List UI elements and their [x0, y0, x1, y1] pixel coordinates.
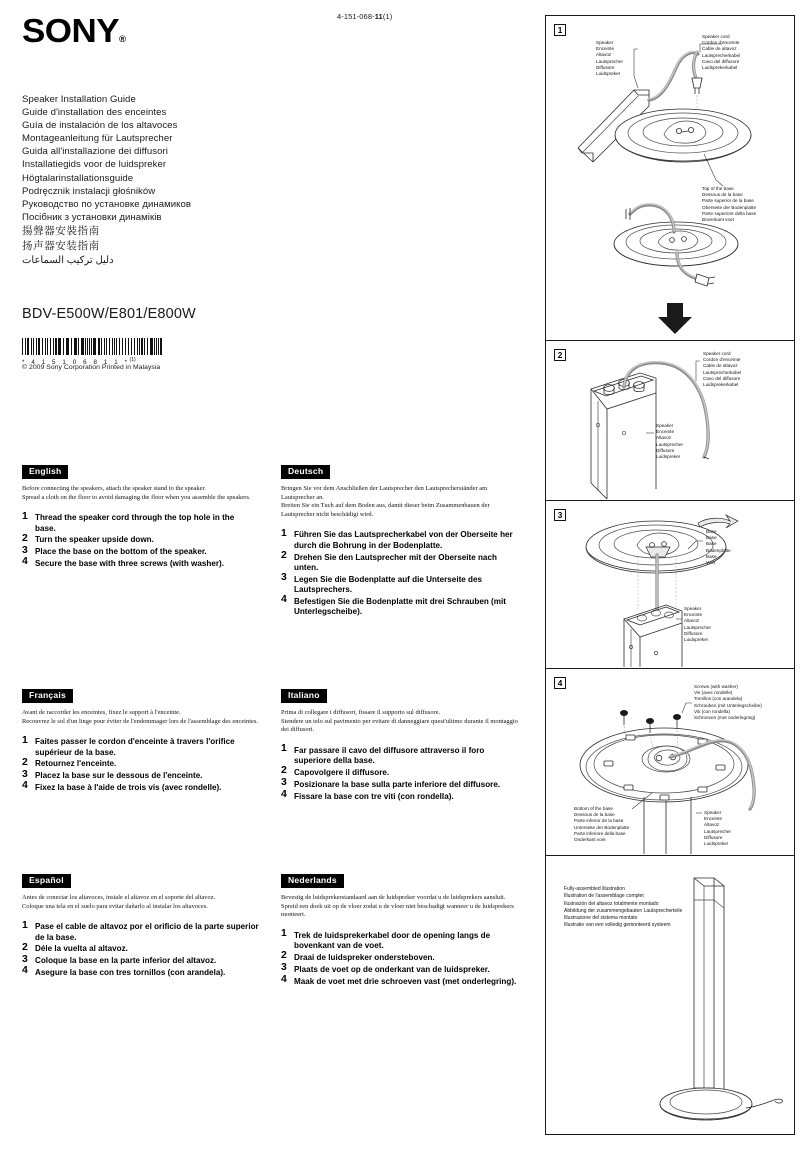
intro-text-italiano: Prima di collegare i diffusori, fissare il supporto sul diffusore. Stendere un telo sul pavimento per evitare di danneggiare quest'ultimo durante il montaggio dei diffusori.: [281, 709, 518, 734]
figure-fully-assembled: [546, 856, 794, 1134]
step-text: Plaats de voet op de onderkant van de luidspreker.: [294, 964, 490, 974]
step-text: Placez la base sur le dessous de l'enceinte.: [35, 771, 203, 781]
label-base-3: Base Base Base Bodenplatte Base Voet: [706, 529, 731, 566]
label-speaker-2: Speaker Enceinte Altavoz Lautsprecher Diffusore Luidspreker: [656, 423, 684, 460]
intro-text-nederlands: Bevestig de luidsprekerstandaard aan de luidspreker voordat u de luidsprekers aansluit. Spreid een doek uit op de vloer zodat u de vloer niet beschadigt wanneer u de luidsprekers monteert.: [281, 894, 514, 919]
step-text: Trek de luidsprekerkabel door de opening langs de bovenkant van de voet.: [294, 930, 491, 951]
step-item: [22, 510, 254, 534]
caption-fully-assembled: Fully-assembled illustration Illustration de l'assemblage complet Ilustración del altavoz totalmente montado Abbildung der zusammengebauten Lautsprecherteile Illustrazione del sistema montato Illustratie van een volledig gemonteerd systeem: [564, 886, 683, 929]
title-line: Montageanleitung für Lautsprecher: [22, 133, 173, 145]
step-item: [22, 544, 254, 557]
step-item: [22, 953, 262, 966]
step-number: 3: [281, 572, 287, 584]
step-number-badge-4: 4: [554, 677, 566, 689]
barcode-bars: [22, 338, 162, 355]
title-list: [22, 93, 191, 269]
steps-list-italiano: [281, 743, 521, 802]
step-item: [281, 962, 521, 975]
step-number: 1: [281, 527, 287, 539]
language-block-espanol: [22, 870, 262, 980]
language-block-english: [22, 461, 254, 571]
step-item: [22, 556, 254, 569]
step-item: [22, 756, 262, 769]
step-text: Führen Sie das Lautsprecherkabel von der Oberseite her durch die Bohrung in der Bodenplatte.: [294, 530, 513, 550]
part-number-prefix: 4-151-068-: [337, 12, 375, 21]
step-text: Fissare la base con tre viti (con rondella).: [294, 791, 454, 801]
step-number: 3: [22, 768, 28, 780]
title-line: Guida all'installazione dei diffusori: [22, 146, 168, 158]
language-tag-italiano: Italiano: [281, 689, 327, 703]
language-block-nederlands: [281, 870, 521, 988]
language-block-francais: [22, 685, 262, 795]
label-screws-4: Screws (with washer) Vis (avec rondelle) Tornillos (con arandela) Schrauben (mit Unterlegscheibe) Viti (con rondella) Schroeven (met onderlegring): [694, 684, 762, 721]
step-number-badge-3: 3: [554, 509, 566, 521]
title-line: 揚聲器安裝指南: [22, 224, 100, 237]
label-top-of-base-1: Top of the base Dessous de la base Parte superior de la base Oberseite der Bodenplatte Parte superiore della base Bovenkant voet: [702, 186, 757, 223]
step-number-badge-1: 1: [554, 24, 566, 36]
step-item: [281, 973, 521, 987]
step-number-badge-2: 2: [554, 349, 566, 361]
label-speaker-cord-2: Speaker cord Cordon d'enceinte Cable de altavoz Lautsprecherkabel Cavo del diffusore Luidsprekerkabel: [703, 351, 742, 388]
step-item: [281, 950, 521, 963]
step-text: Legen Sie die Bodenplatte auf die Unterseite des Lautsprechers.: [294, 574, 483, 595]
step-item: [281, 788, 521, 802]
part-number-suffix: (1): [382, 12, 393, 21]
step-item: [281, 765, 521, 778]
step-item: [22, 734, 262, 758]
step-item: [22, 965, 262, 978]
label-bottom-of-base-4: Bottom of the base Dessous de la base Parte inferior de la base Unterseite der Bodenplatte Parte inferiore della base Onderkant voet: [574, 806, 630, 843]
intro-text-english: Before connecting the speakers, attach the speaker stand to the speaker. Spread a cloth on the floor to avoid damaging the floor when you assemble the speakers.: [22, 485, 251, 501]
step-text: Fixez la base à l'aide de trois vis (avec rondelle).: [35, 782, 222, 792]
title-line: Podręcznik instalacji głośników: [22, 185, 156, 197]
illustration-panel: [545, 15, 795, 1135]
step-item: [281, 549, 521, 574]
step-item: [22, 768, 262, 781]
step-item: [22, 780, 262, 793]
intro-text-espanol: Antes de conectar los altavoces, instale el altavoz en el soporte del altavoz. Coloque una tela en el suelo para evitar dañarlo al instalar los altavoces.: [22, 894, 216, 910]
step-number: 3: [281, 962, 287, 974]
sony-wordmark: SONY: [22, 12, 120, 49]
step-text: Faites passer le cordon d'enceinte à travers l'orifice supérieur de la base.: [35, 737, 235, 757]
title-line: دليل تركيب السماعات: [22, 255, 114, 267]
step-text: Place the base on the bottom of the speaker.: [35, 547, 207, 557]
step-text: Turn the speaker upside down.: [35, 535, 154, 545]
language-tag-nederlands: Nederlands: [281, 874, 344, 888]
step-number: 4: [281, 788, 287, 800]
illustration-fully-assembled: [546, 856, 794, 1132]
model-number: BDV-E500W/E801/E800W: [22, 306, 196, 322]
figure-step-1: [546, 16, 794, 341]
step-text: Drehen Sie den Lautsprecher mit der Oberseite nach unten.: [294, 552, 497, 572]
title-line: Installatiegids voor de luidspreker: [22, 159, 167, 171]
sony-logo: [22, 14, 126, 47]
step-text: Maak de voet met drie schroeven vast (met onderlegring).: [294, 976, 517, 986]
step-number: 2: [281, 950, 287, 962]
title-line: Speaker Installation Guide: [22, 94, 136, 105]
step-number: 1: [22, 510, 28, 522]
language-tag-english: English: [22, 465, 68, 479]
step-text: Far passare il cavo del diffusore attraverso il foro superiore della base.: [294, 745, 485, 766]
step-number: 3: [281, 777, 287, 789]
step-item: [22, 941, 262, 954]
steps-list-francais: [22, 734, 262, 793]
step-item: [281, 572, 521, 596]
title-line: Посібник з установки динаміків: [22, 211, 162, 223]
step-number: 4: [22, 556, 28, 568]
step-text: Draai de luidspreker ondersteboven.: [294, 952, 435, 962]
step-item: [22, 532, 254, 545]
step-item: [22, 919, 262, 943]
title-line: Högtalarinstallationsguide: [22, 172, 134, 184]
step-number: 4: [281, 973, 287, 985]
steps-list-english: [22, 510, 254, 569]
step-number: 2: [281, 765, 287, 777]
step-text: Capovolgere il diffusore.: [294, 767, 390, 777]
barcode-suffix: (1): [129, 357, 136, 363]
title-line: Guía de instalación de los altavoces: [22, 120, 178, 132]
intro-text-francais: Avant de raccorder les enceintes, fixez le support à l'enceinte. Recouvrez le sol d'un linge pour éviter de l'endommager lors de l'assemblage des enceintes.: [22, 709, 258, 725]
step-number: 4: [22, 965, 28, 977]
title-line: 扬声器安装指南: [22, 239, 100, 252]
step-item: [281, 527, 521, 551]
step-number: 2: [22, 756, 28, 768]
language-tag-francais: Français: [22, 689, 73, 703]
part-number-revision: 11: [374, 12, 383, 21]
barcode: [22, 338, 162, 366]
step-item: [281, 743, 521, 767]
step-number: 1: [281, 928, 287, 940]
step-text: Befestigen Sie die Bodenplatte mit drei Schrauben (mit Unterlegscheibe).: [294, 596, 506, 617]
language-block-deutsch: [281, 461, 521, 619]
step-number: 2: [22, 532, 28, 544]
title-line: Руководство по установке динамиков: [22, 198, 192, 210]
step-text: Secure the base with three screws (with washer).: [35, 558, 224, 568]
steps-list-deutsch: [281, 527, 521, 617]
steps-list-nederlands: [281, 928, 521, 987]
step-number: 2: [281, 549, 287, 561]
step-number: 2: [22, 941, 28, 953]
copyright-notice: © 2009 Sony Corporation Printed in Malaysia: [22, 364, 161, 371]
label-speaker-3: Speaker Enceinte Altavoz Lautsprecher Diffusore Luidspreker: [684, 606, 712, 643]
illustration-step-3: [546, 501, 794, 667]
step-number: 3: [22, 544, 28, 556]
step-text: Asegure la base con tres tornillos (con arandela).: [35, 967, 226, 977]
label-speaker-4: Speaker Enceinte Altavoz Lautsprecher Diffusore Luidspreker: [704, 810, 732, 847]
step-text: Coloque la base en la parte inferior del altavoz.: [35, 956, 217, 966]
step-number: 1: [281, 743, 287, 755]
step-text: Retournez l'enceinte.: [35, 759, 117, 769]
step-number: 1: [22, 919, 28, 931]
step-item: [281, 594, 521, 618]
step-text: Déle la vuelta al altavoz.: [35, 944, 128, 954]
label-speaker-1: Speaker Enceinte Altavoz Lautsprecher Diffusore Luidspreker: [596, 40, 624, 77]
steps-list-espanol: [22, 919, 262, 978]
step-number: 3: [22, 953, 28, 965]
language-tag-deutsch: Deutsch: [281, 465, 330, 479]
figure-step-2: [546, 341, 794, 501]
barcode-digits: * 4 1 5 1 0 6 8 1 1 *$^{(1)}$: [22, 357, 136, 367]
step-text: Pase el cable de altavoz por el orificio de la parte superior de la base.: [35, 922, 259, 942]
intro-text-deutsch: Bringen Sie vor dem Anschließen der Lautsprecher den Lautsprecherständer am Lautsprecher an. Breiten Sie ein Tuch auf dem Boden aus, damit dieser beim Zusammenbauen der Lautsprecher nicht beschädigt wird.: [281, 485, 490, 518]
step-text: Posizionare la base sulla parte inferiore del diffusore.: [294, 779, 501, 789]
language-block-italiano: [281, 685, 521, 803]
illustration-step-2: [546, 341, 794, 499]
illustration-step-1: [546, 16, 794, 339]
figure-step-4: [546, 669, 794, 856]
barcode-number: 4 1 5 1 0 6 8 1 1: [31, 359, 121, 367]
step-text: Thread the speaker cord through the top hole in the base.: [35, 513, 235, 533]
step-item: [281, 777, 521, 790]
step-number: 4: [22, 780, 28, 792]
step-number: 4: [281, 594, 287, 606]
registered-trademark-icon: ®: [119, 34, 127, 44]
figure-step-3: [546, 501, 794, 669]
title-line: Guide d'installation des enceintes: [22, 107, 167, 119]
label-speaker-cord-1: Speaker cord Cordon d'enceinte Cable de altavoz Lautsprecherkabel Cavo del diffusore Luidsprekerkabel: [702, 34, 741, 71]
step-number: 1: [22, 734, 28, 746]
language-tag-espanol: Español: [22, 874, 71, 888]
step-item: [281, 928, 521, 952]
